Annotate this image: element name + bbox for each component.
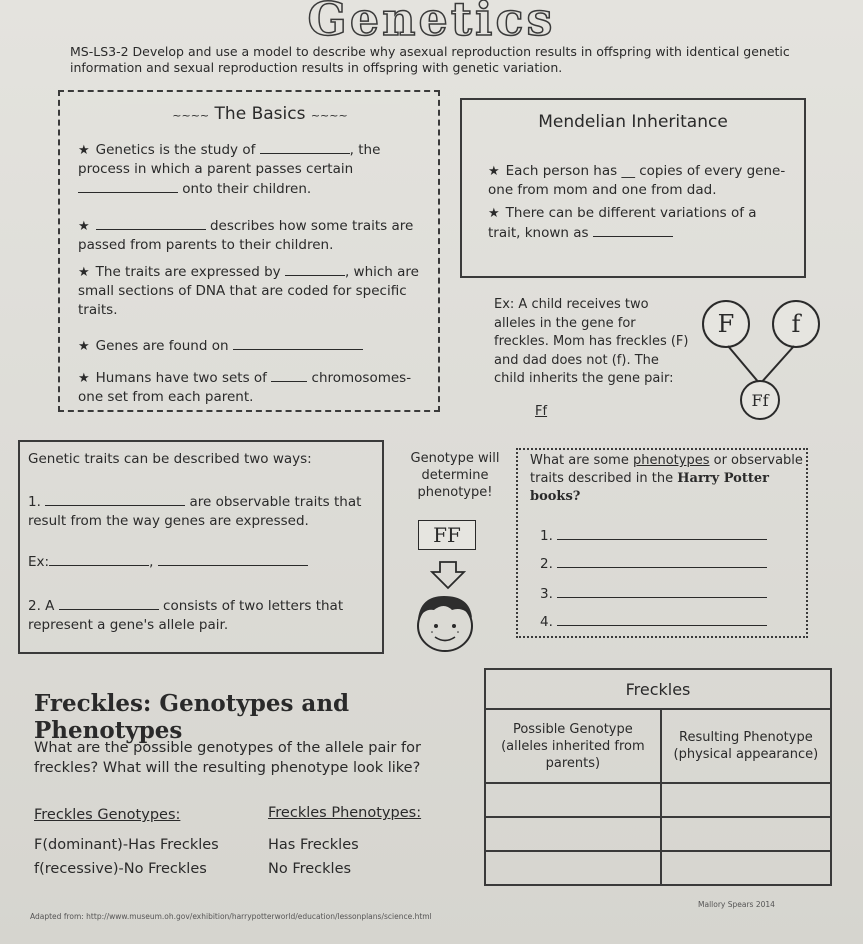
phenotypes-heading: Freckles Phenotypes: [268, 805, 422, 821]
allele-dad-circle: f [772, 300, 820, 348]
blank-line[interactable] [271, 368, 307, 382]
blank-line[interactable] [557, 554, 767, 568]
hp-answer-3: 3. [540, 584, 790, 604]
star-icon: ★ [488, 164, 500, 179]
traits-part-2: 2. A consists of two letters that represent a gene's allele pair. [28, 598, 344, 633]
traits-example: Ex: , [28, 552, 373, 572]
star-icon: ★ [78, 371, 90, 386]
basics-heading: ~~~~ The Basics ~~~~ [120, 104, 400, 124]
table-cell[interactable] [661, 817, 831, 851]
blank-line[interactable] [260, 140, 350, 154]
table-header-genotype: Possible Genotype (alleles inherited from parents) [485, 709, 661, 783]
genotypes-heading: Freckles Genotypes: [34, 807, 181, 823]
child-gene-circle: Ff [740, 380, 780, 420]
basics-item-3: ★ The traits are expressed by , which are small sections of DNA that are coded for specific traits. [78, 264, 419, 318]
mendel-item-1: ★ Each person has __ copies of every gene-one from mom and one from dad. [488, 163, 786, 198]
basics-item-1: ★ Genetics is the study of , the process in which a parent passes certain onto their children. [78, 142, 381, 197]
blank-line[interactable] [49, 552, 149, 566]
hp-answer-2: 2. [540, 554, 790, 574]
mendel-heading: Mendelian Inheritance [538, 112, 728, 132]
table-header-phenotype: Resulting Phenotype (physical appearance) [661, 709, 831, 783]
basics-item-4: ★ Genes are found on [78, 336, 423, 356]
ff-box: FF [418, 520, 476, 550]
blank-line[interactable] [557, 612, 767, 626]
traits-intro: Genetic traits can be described two ways: [28, 451, 312, 467]
phenotype-has: Has Freckles [268, 837, 359, 853]
table-cell[interactable] [485, 817, 661, 851]
gene-pair-answer: Ff [535, 404, 548, 419]
hp-question: What are some phenotypes or observable traits described in the Harry Potter books? [530, 453, 803, 504]
table-row [485, 817, 831, 851]
blank-line[interactable] [45, 492, 185, 506]
star-icon: ★ [78, 143, 90, 158]
genotype-dominant: F(dominant)-Has Freckles [34, 837, 219, 853]
blank-line[interactable] [59, 596, 159, 610]
footer-source: Adapted from: http://www.museum.oh.gov/exhibition/harrypotterworld/education/lessonplans/science.html [30, 912, 432, 921]
blank-line[interactable] [557, 584, 767, 598]
hp-answer-1: 1. [540, 526, 790, 546]
hp-answer-4: 4. [540, 612, 790, 632]
table-title: Freckles [485, 669, 831, 709]
down-arrow-icon [430, 560, 466, 590]
blank-line[interactable] [285, 262, 345, 276]
child-face-icon [408, 592, 480, 654]
blank-line[interactable] [557, 526, 767, 540]
blank-line[interactable] [96, 216, 206, 230]
freckles-question: What are the possible genotypes of the allele pair for freckles? What will the resulting phenotype look like? [34, 740, 421, 776]
table-cell[interactable] [485, 851, 661, 885]
phenotype-none: No Freckles [268, 861, 352, 877]
basics-item-5: ★ Humans have two sets of chromosomes- one set from each parent. [78, 370, 412, 405]
page-title: Genetics [307, 0, 556, 46]
mendel-example: Ex: A child receives two alleles in the gene for freckles. Mom has freckles (F) and dad does not (f). The child inherits the gene pair: [494, 297, 689, 386]
blank-line[interactable] [158, 552, 308, 566]
blank-line[interactable] [78, 179, 178, 193]
traits-part-1: 1. are observable traits that result from the way genes are expressed. [28, 494, 362, 529]
footer-author: Mallory Spears 2014 [698, 900, 775, 909]
genotype-recessive: f(recessive)-No Freckles [34, 861, 207, 877]
table-row [485, 851, 831, 885]
star-icon: ★ [78, 219, 90, 234]
basics-item-2: ★ describes how some traits are passed from parents to their children. [78, 218, 414, 253]
table-cell[interactable] [485, 783, 661, 817]
table-cell[interactable] [661, 851, 831, 885]
mendel-item-2: ★ There can be different variations of a trait, known as [488, 205, 757, 241]
star-icon: ★ [78, 265, 90, 280]
freckles-title: Freckles: Genotypes and Phenotypes [34, 690, 350, 744]
star-icon: ★ [78, 339, 90, 354]
allele-mom-circle: F [702, 300, 750, 348]
table-cell[interactable] [661, 783, 831, 817]
freckles-table [484, 668, 832, 886]
blank-line[interactable] [593, 223, 673, 237]
standard-text: MS-LS3-2 Develop and use a model to describe why asexual reproduction results in offspring with identical genetic information and sexual reproduction results in offspring with genetic variation. [70, 44, 790, 75]
genotype-note: Genotype will determine phenotype! [410, 451, 500, 500]
table-row [485, 783, 831, 817]
blank-line[interactable] [233, 336, 363, 350]
star-icon: ★ [488, 206, 500, 221]
